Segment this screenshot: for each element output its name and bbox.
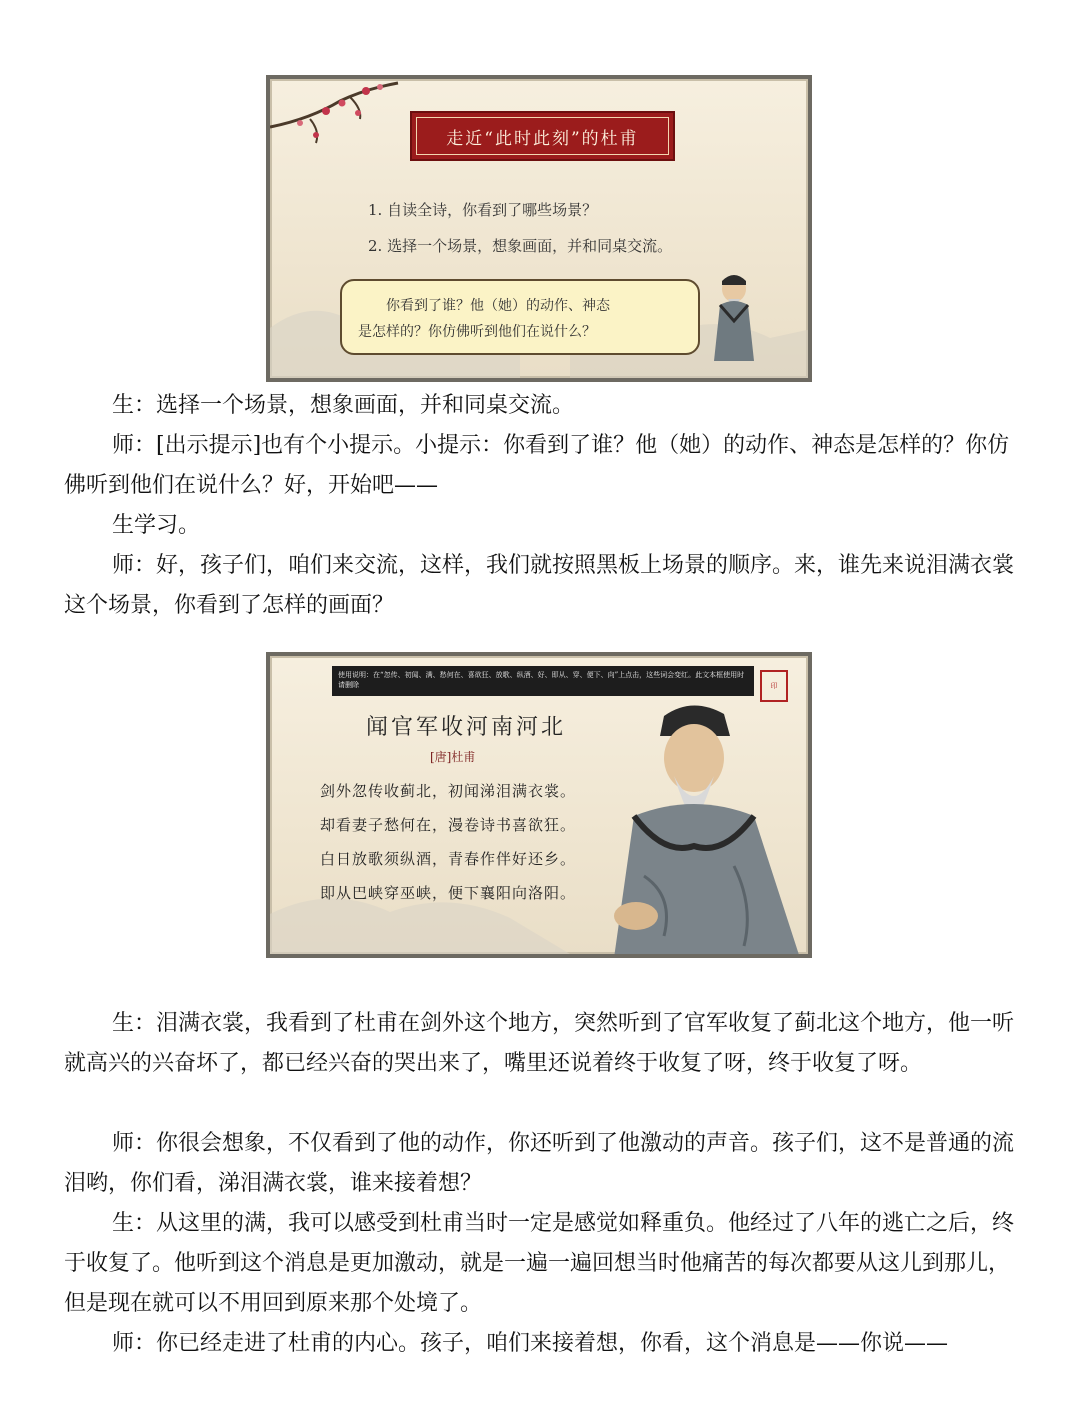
du-fu-figure-icon [694,271,774,361]
paragraph: 生：从这里的满，我可以感受到杜甫当时一定是感觉如释重负。他经过了八年的逃亡之后，终于收复了。他听到这个消息是更加激动，就是一遍一遍回想当时他痛苦的每次都要从这儿到那儿，但是现在就可以不用回到原来那个处境了。 [64,1211,1015,1316]
poem-title: 闻官军收河南河北 [366,715,567,740]
question-2: 2. 选择一个场景，想象画面，并和同桌交流。 [368,237,673,255]
slide-title-banner [410,111,675,161]
usage-note: 使用说明：在“忽传、初闻、满、愁何在、喜欲狂、放歌、纵酒、好、即从、穿、便下、向”上点击，这些词会变红。此文本框使用时请删除 [332,666,754,696]
hint-box [340,279,700,355]
red-seal-icon: 印 [760,670,788,702]
question-1: 1. 自读全诗，你看到了哪些场景？ [368,201,598,219]
poem-line: 却看妻子愁何在，漫卷诗书喜欲狂。 [320,816,577,834]
slide-image-2 [266,652,812,958]
paragraph: 生：选择一个场景，想象画面，并和同桌交流。 [112,393,575,418]
poem-author: [唐]杜甫 [430,750,476,764]
plum-blossom-branch-icon [270,79,410,149]
paragraph: 生：泪满衣裳，我看到了杜甫在剑外这个地方，突然听到了官军收复了蓟北这个地方，他一听就高兴的兴奋坏了，都已经兴奋的哭出来了，嘴里还说着终于收复了呀，终于收复了呀。 [64,1011,1015,1076]
paragraph: 师：你很会想象，不仅看到了他的动作，你还听到了他激动的声音。孩子们，这不是普通的流泪哟，你们看，涕泪满衣裳，谁来接着想？ [64,1131,1015,1196]
du-fu-portrait-icon [574,696,804,958]
slide-image-1 [266,75,812,382]
slide-title: 走近“此时此刻”的杜甫 [446,128,639,149]
poem-line: 即从巴峡穿巫峡，便下襄阳向洛阳。 [320,884,577,902]
hint-line-1: 你看到了谁？他（她）的动作、神态 [386,298,610,314]
paragraph: 师：你已经走进了杜甫的内心。孩子，咱们来接着想，你看，这个消息是——你说—— [112,1331,949,1356]
paragraph: 师：好，孩子们，咱们来交流，这样，我们就按照黑板上场景的顺序。来，谁先来说泪满衣裳这个场景，你看到了怎样的画面？ [64,553,1015,618]
paragraph: 生学习。 [112,513,201,538]
poem-line: 白日放歌须纵酒，青春作伴好还乡。 [320,850,577,868]
poem-line: 剑外忽传收蓟北，初闻涕泪满衣裳。 [320,782,577,800]
paragraph: 师：[出示提示]也有个小提示。小提示：你看到了谁？他（她）的动作、神态是怎样的？你仿佛听到他们在说什么？好，开始吧—— [64,433,1010,498]
hint-line-2: 是怎样的？你仿佛听到他们在说什么？ [358,324,596,340]
